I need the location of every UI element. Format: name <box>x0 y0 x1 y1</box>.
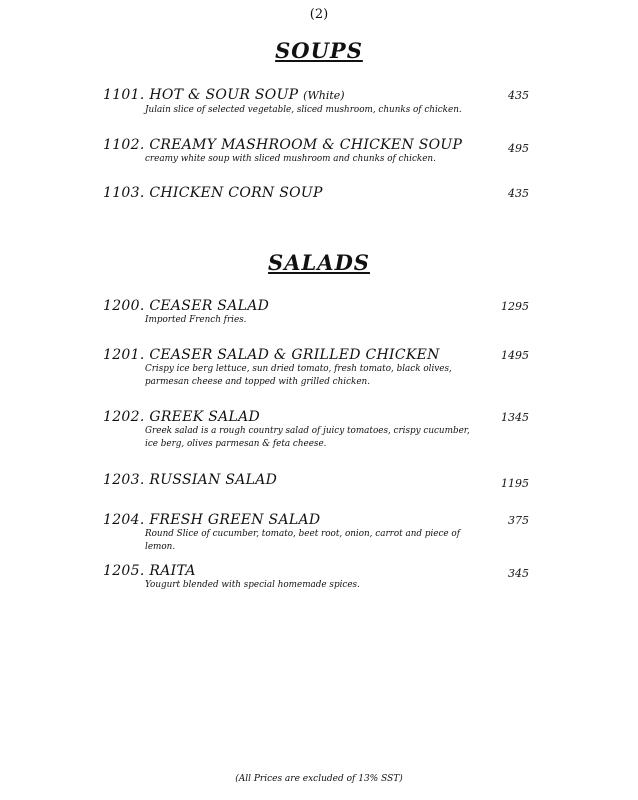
item-name: FRESH GREEN SALAD <box>149 512 321 528</box>
item-price: 1495 <box>501 349 529 362</box>
item-price: 1295 <box>501 300 529 313</box>
item-description: Round Slice of cucumber, tomato, beet root, onion, carrot and piece of lemon. <box>145 529 460 552</box>
item-code: 1200. <box>103 298 145 314</box>
item-name: CEASER SALAD <box>149 298 270 314</box>
item-code: 1201. <box>103 347 145 363</box>
item-description <box>145 363 485 388</box>
item-description-line: Greek salad is a rough country salad of juicy tomatoes, crispy cucumber, <box>145 426 470 436</box>
item-heading <box>103 409 533 425</box>
item-heading <box>103 137 533 153</box>
menu-item <box>103 512 533 553</box>
item-price: 435 <box>508 187 529 200</box>
item-name: CHICKEN CORN SOUP <box>149 185 323 201</box>
item-description <box>145 425 485 450</box>
item-name: GREEK SALAD <box>149 409 261 425</box>
menu-item <box>103 185 533 201</box>
item-code: 1204. <box>103 512 145 528</box>
item-name: CEASER SALAD & GRILLED CHICKEN <box>149 347 440 363</box>
item-code: 1103. <box>103 185 145 201</box>
item-name: RUSSIAN SALAD <box>149 472 278 488</box>
item-code: 1203. <box>103 472 145 488</box>
menu-item <box>103 472 533 488</box>
item-code: 1202. <box>103 409 145 425</box>
item-description-line: parmesan cheese and topped with grilled chicken. <box>145 376 371 387</box>
item-heading <box>103 563 533 579</box>
item-description: Yougurt blended with special homemade spices. <box>145 580 360 590</box>
item-name: CREAMY MASHROOM & CHICKEN SOUP <box>149 137 463 153</box>
menu-item <box>103 137 533 166</box>
section-title-salads: SALADS <box>268 250 370 275</box>
item-price: 345 <box>508 567 529 580</box>
item-description-line: Crispy ice berg lettuce, sun dried tomato, fresh tomato, black olives, <box>145 364 452 374</box>
item-name: HOT & SOUR SOUP <box>149 87 299 103</box>
item-heading <box>103 347 533 363</box>
section-title-soups: SOUPS <box>275 38 363 63</box>
item-description: Imported French fries. <box>145 315 247 325</box>
item-description: Julain slice of selected vegetable, sliced mushroom, chunks of chicken. <box>145 105 462 115</box>
item-heading <box>103 298 533 314</box>
menu-item <box>103 347 533 388</box>
item-code: 1101. <box>103 87 145 103</box>
item-heading <box>103 185 533 201</box>
page-number: (2) <box>309 7 329 22</box>
item-note: (White) <box>303 89 345 102</box>
menu-item <box>103 409 533 450</box>
item-code: 1102. <box>103 137 145 153</box>
item-code: 1205. <box>103 563 145 579</box>
menu-item <box>103 87 533 117</box>
item-name: RAITA <box>149 563 196 579</box>
item-description-line: ice berg, olives parmesan & feta cheese. <box>145 438 327 449</box>
price-disclaimer: (All Prices are excluded of 13% SST) <box>235 774 403 784</box>
item-heading <box>103 87 533 104</box>
menu-item <box>103 563 533 592</box>
item-price: 495 <box>508 142 529 155</box>
item-price: 435 <box>508 89 529 102</box>
item-price: 1345 <box>501 411 529 424</box>
item-price: 375 <box>508 514 529 527</box>
item-heading <box>103 472 533 488</box>
menu-item <box>103 298 533 327</box>
item-heading <box>103 512 533 528</box>
item-description: creamy white soup with sliced mushroom and chunks of chicken. <box>145 154 436 164</box>
item-price: 1195 <box>501 477 529 490</box>
